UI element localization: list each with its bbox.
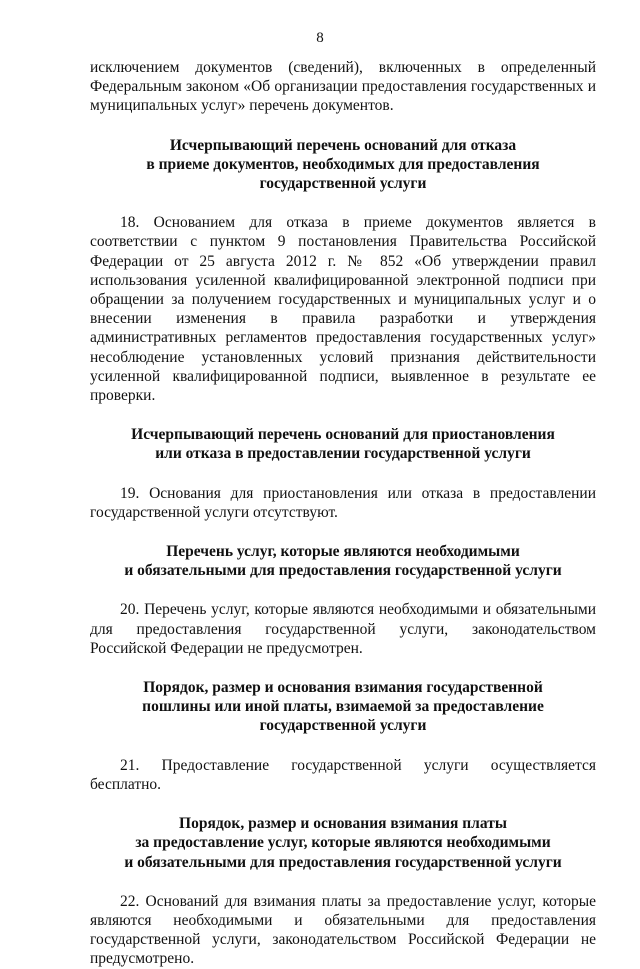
heading-line: и обязательными для предоставления государственной услуги	[124, 562, 562, 580]
heading-line: государственной услуги	[259, 175, 427, 193]
heading-line: за предоставление услуг, которые являются необходимыми	[135, 834, 551, 852]
heading-line: Порядок, размер и основания взимания государственной	[143, 679, 543, 697]
heading-line: или отказа в предоставлении государственной услуги	[155, 445, 531, 463]
heading-required-services	[90, 542, 596, 580]
paragraph-22: 22. Оснований для взимания платы за предоставление услуг, которые являются необходимыми и обязательными для предоставления государственной услуги, законодательством Российской Федерации не предусмотрено.	[90, 892, 596, 968]
paragraph-intro: исключением документов (сведений), включенных в определенный Федеральным законом «Об организации предоставления государственных и муниципальных услуг» перечень документов.	[90, 59, 596, 115]
paragraph-20: 20. Перечень услуг, которые являются необходимыми и обязательными для предоставления государственной услуги, законодательством Российской Федерации не предусмотрен.	[90, 601, 596, 657]
heading-line: государственной услуги	[259, 717, 427, 735]
heading-line: и обязательными для предоставления государственной услуги	[124, 853, 562, 871]
heading-line: Порядок, размер и основания взимания платы	[179, 815, 507, 833]
heading-line: Исчерпывающий перечень оснований для приостановления	[131, 426, 555, 444]
heading-line: Исчерпывающий перечень оснований для отказа	[169, 136, 517, 154]
heading-service-fee	[90, 814, 596, 872]
page-number: 8	[316, 30, 324, 46]
paragraph-18: 18. Основанием для отказа в приеме документов является в соответствии с пунктом 9 постановления Правительства Российской Федерации от 25 августа 2012 г. № 852 «Об утверждении правил использования усиленной квалифицированной электронной подписи при обращении за получением государственных и муниципальных услуг и о внесении изменения в правила разработки и утверждения административных регламентов предоставления государственных услуг» несоблюдение установленных условий признания действительности усиленной квалифицированной подписи, выявленное в результате ее проверки.	[90, 214, 596, 405]
document-body	[90, 58, 596, 969]
heading-line: Перечень услуг, которые являются необходимыми	[166, 543, 520, 561]
heading-state-fee	[90, 678, 596, 736]
paragraph-21: 21. Предоставление государственной услуги осуществляется бесплатно.	[90, 756, 596, 793]
paragraph-19: 19. Основания для приостановления или отказа в предоставлении государственной услуги отсутствуют.	[90, 484, 596, 521]
heading-suspension-grounds	[90, 425, 596, 463]
heading-refusal-grounds	[90, 136, 596, 194]
heading-line: в приеме документов, необходимых для предоставления	[146, 155, 540, 173]
heading-line: пошлины или иной платы, взимаемой за предоставление	[142, 698, 544, 716]
